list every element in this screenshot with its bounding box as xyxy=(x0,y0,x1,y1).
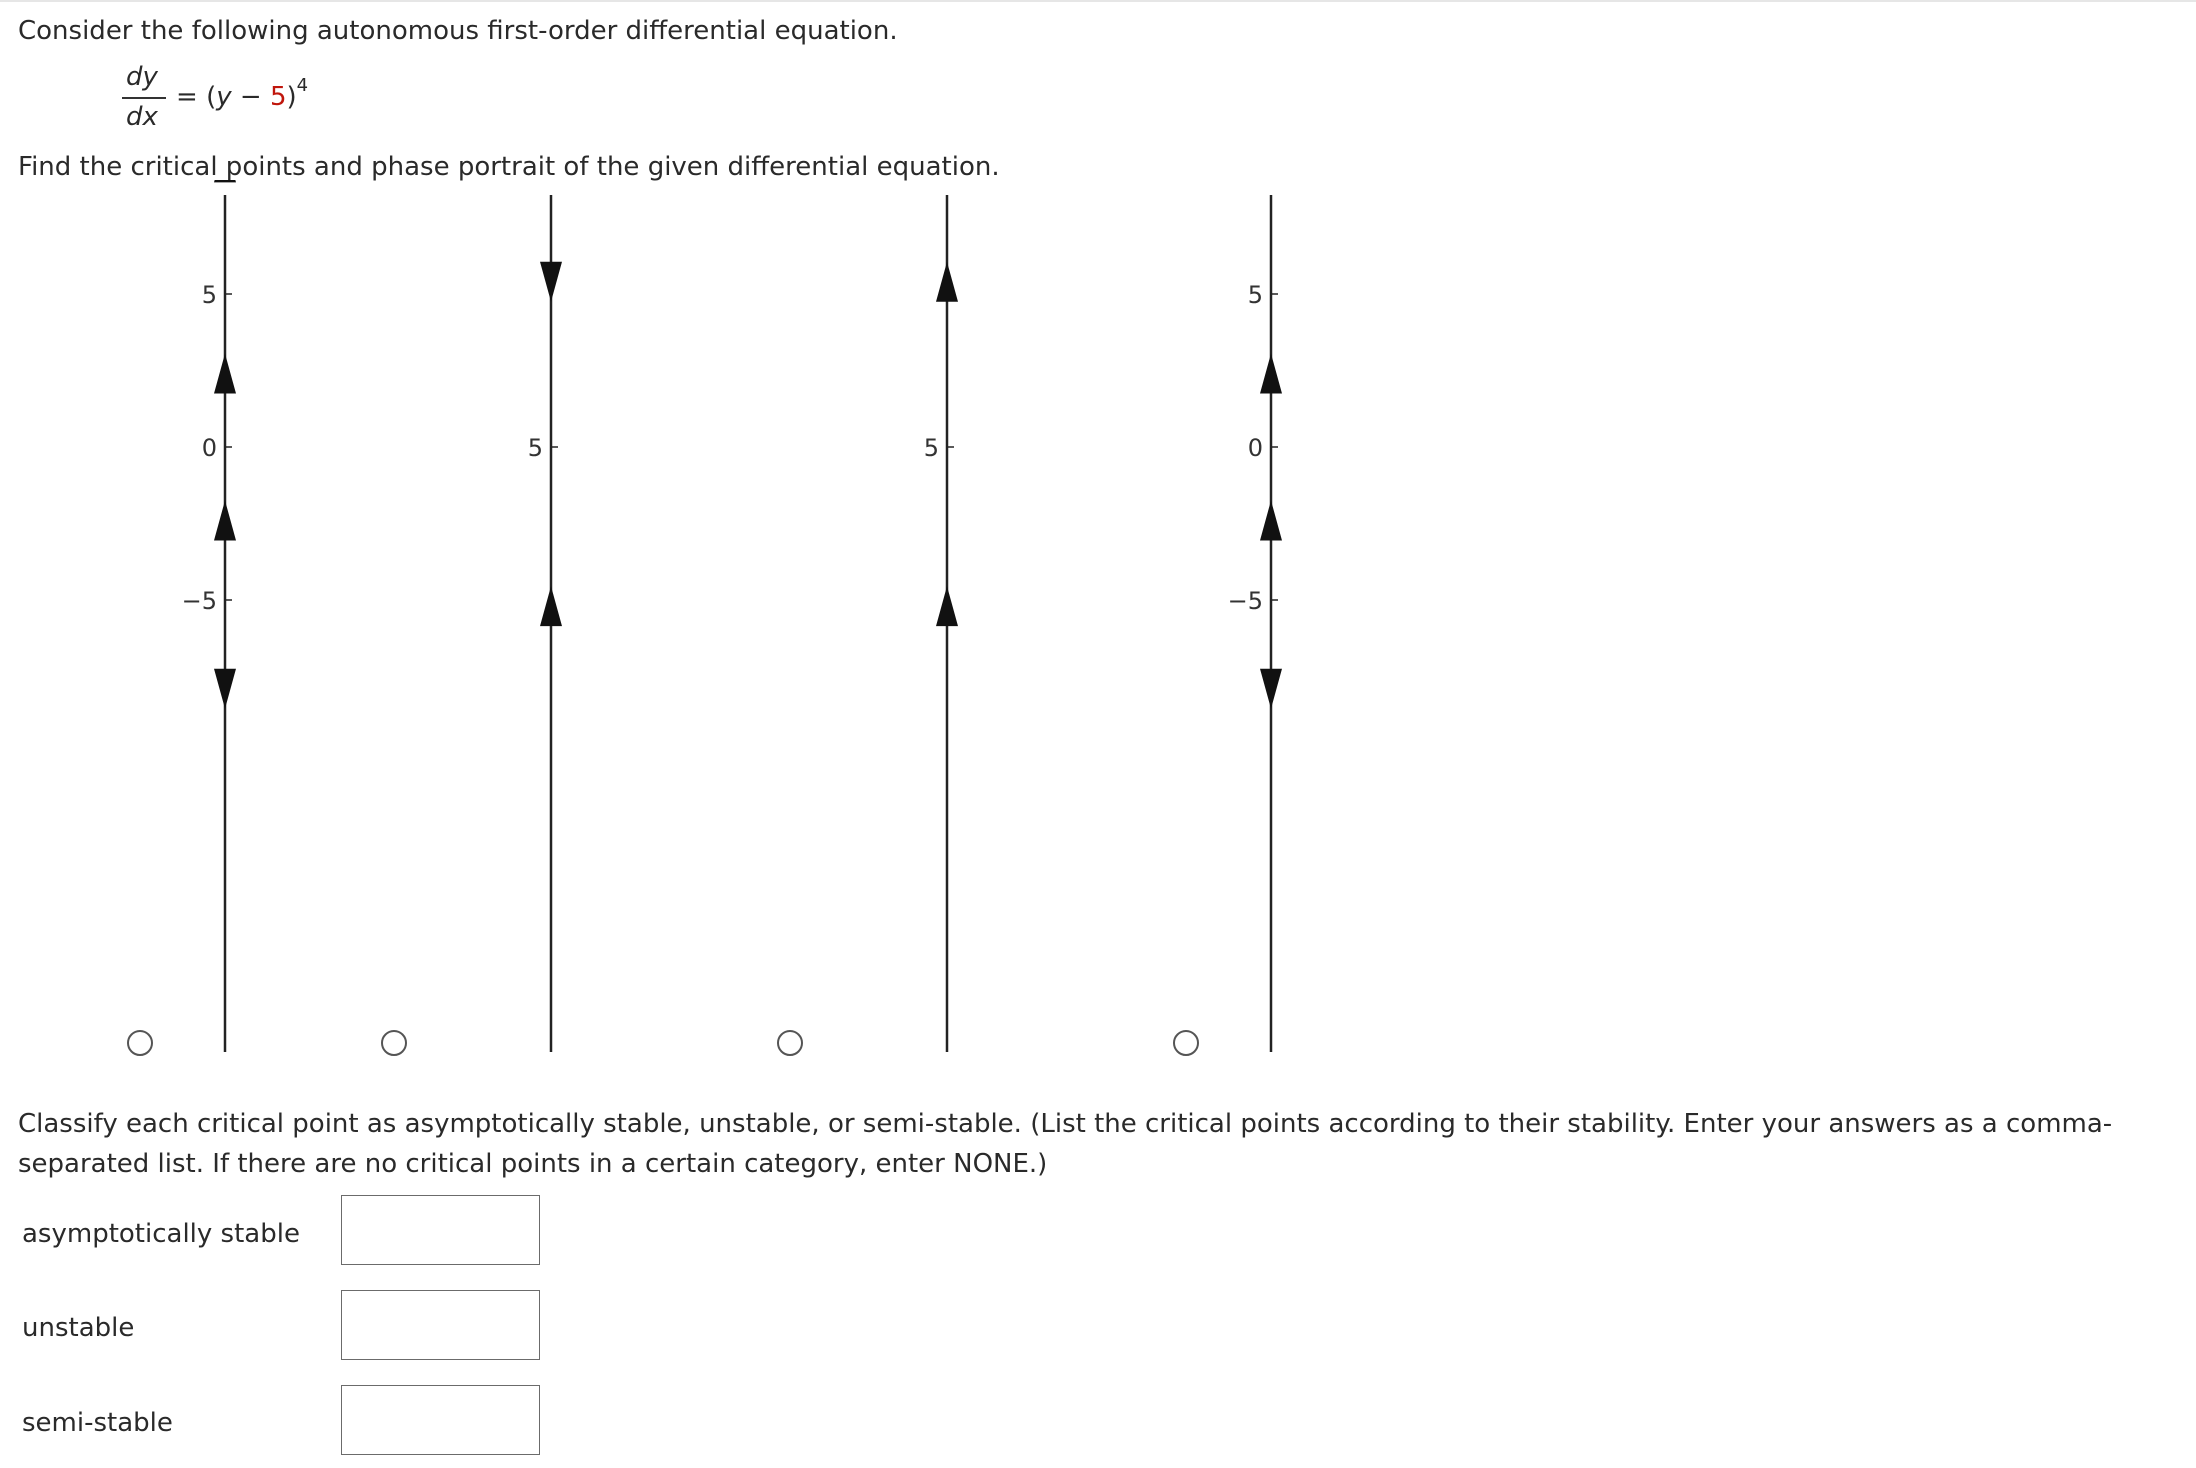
portrait-option-1-radio[interactable] xyxy=(127,1030,153,1056)
semi-stable-label: semi-stable xyxy=(22,1408,173,1438)
arrow-up-icon xyxy=(214,500,236,540)
tick-label: 5 xyxy=(527,434,543,462)
differential-equation xyxy=(118,60,418,140)
arrow-up-icon xyxy=(1260,354,1282,394)
equation-exponent: 4 xyxy=(296,75,309,96)
arrow-down-icon xyxy=(214,669,236,709)
fraction-bar xyxy=(122,97,166,99)
arrow-up-icon xyxy=(936,262,958,302)
phase-portrait-options xyxy=(0,180,2196,1060)
arrow-up-icon xyxy=(540,586,562,626)
tick-label: −5 xyxy=(181,587,217,615)
arrow-down-icon xyxy=(540,262,562,302)
fraction-denominator: dx xyxy=(126,102,158,132)
tick-label: −5 xyxy=(1227,587,1263,615)
classify-instructions: Classify each critical point as asymptotically stable, unstable, or semi-stable. (List the critical points according to their stability. Enter your answers as a comma-separated list. If there are no critical points in a certain category, enter NONE.) xyxy=(18,1109,2113,1179)
close-paren: ) xyxy=(286,82,297,112)
equation-rhs xyxy=(176,75,309,112)
top-divider xyxy=(0,0,2196,2)
open-paren: ( xyxy=(206,82,217,112)
asymptotically-stable-input[interactable] xyxy=(341,1195,540,1265)
arrow-up-icon xyxy=(214,180,236,182)
equation-constant: 5 xyxy=(269,82,287,112)
problem-intro: Consider the following autonomous first-order differential equation. xyxy=(18,16,898,46)
portrait-option-2-radio[interactable] xyxy=(381,1030,407,1056)
portrait-option-3-radio[interactable] xyxy=(777,1030,803,1056)
equals-sign: = xyxy=(176,82,198,112)
asymptotically-stable-label: asymptotically stable xyxy=(22,1219,300,1249)
fraction-numerator: dy xyxy=(126,62,158,92)
tick-label: 5 xyxy=(1247,281,1263,309)
arrow-down-icon xyxy=(1260,669,1282,709)
unstable-input[interactable] xyxy=(341,1290,540,1360)
variable-y: y xyxy=(216,82,232,112)
tick-label: 0 xyxy=(1247,434,1263,462)
unstable-label: unstable xyxy=(22,1313,135,1343)
arrow-up-icon xyxy=(936,586,958,626)
tick-label: 0 xyxy=(201,434,217,462)
minus-sign: − xyxy=(239,82,262,112)
arrow-up-icon xyxy=(1260,500,1282,540)
arrow-up-icon xyxy=(214,354,236,394)
tick-label: 5 xyxy=(201,281,217,309)
tick-label: 5 xyxy=(923,434,939,462)
semi-stable-input[interactable] xyxy=(341,1385,540,1455)
problem-task: Find the critical points and phase portrait of the given differential equation. xyxy=(18,152,1000,182)
portrait-option-4-radio[interactable] xyxy=(1173,1030,1199,1056)
